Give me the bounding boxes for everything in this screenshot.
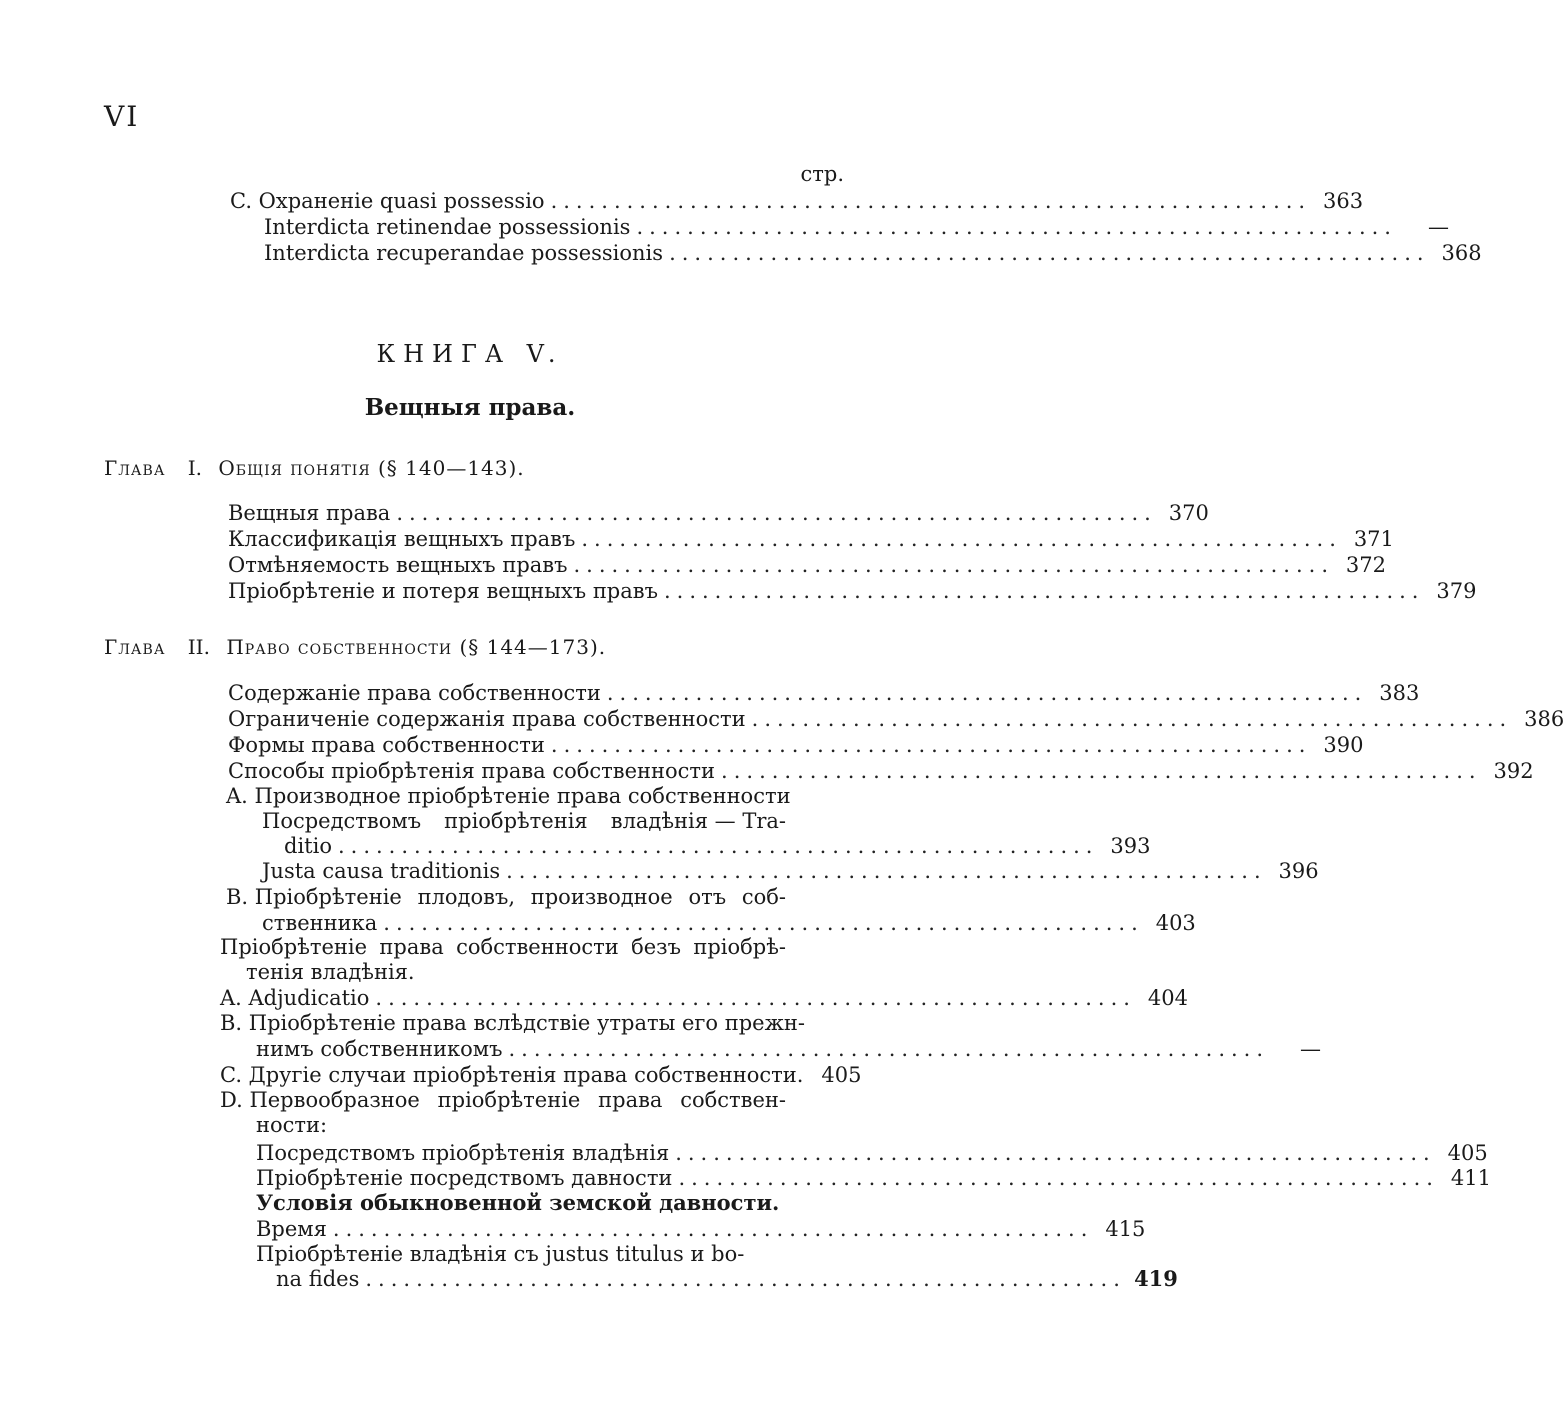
word: владѣнія — Tra-	[610, 809, 786, 833]
toc-entry	[276, 1266, 1178, 1292]
toc-entry	[256, 1165, 1491, 1191]
word: Пріобрѣтеніе	[220, 935, 368, 959]
toc-entry-page: 415	[1105, 1217, 1146, 1241]
toc-entry	[228, 680, 1420, 706]
toc-entry	[264, 240, 1482, 266]
toc-entry-text: Содержаніе права собственности	[228, 681, 601, 705]
toc-wrapped-line	[220, 1087, 786, 1113]
leader-dots: ............................................................	[550, 733, 1312, 757]
toc-entry-text: A. Adjudicatio	[220, 986, 370, 1010]
toc-entry	[284, 833, 1151, 859]
word: плодовъ,	[417, 885, 515, 909]
toc-entry-page: 419	[1134, 1266, 1178, 1291]
toc-entry-text: Отмѣняемость вещныхъ правъ	[228, 553, 568, 577]
leader-dots: ............................................................	[581, 527, 1342, 551]
toc-entry-text: Пріобрѣтеніе и потеря вещныхъ правъ	[228, 579, 658, 603]
word: соб-	[741, 885, 786, 909]
toc-entry-text: C. Другіе случаи пріобрѣтенія права собственности.	[220, 1063, 804, 1087]
leader-dots: ............................................................	[506, 859, 1267, 883]
toc-wrapped-line: Условія обыкновенной земской давности.	[256, 1190, 780, 1215]
word: пріобрѣтенія	[444, 809, 588, 833]
leader-dots: ............................................................	[721, 759, 1482, 783]
leader-dots: ............................................................	[678, 1166, 1439, 1190]
chapter-label: Глава	[104, 635, 166, 659]
word: отъ	[688, 885, 727, 909]
toc-entry	[220, 985, 1188, 1011]
toc-entry-text: Посредствомъ пріобрѣтенія владѣнія	[256, 1141, 670, 1165]
toc-entry	[264, 214, 1449, 240]
toc-entry-page: 392	[1493, 759, 1534, 783]
toc-entry	[228, 526, 1394, 552]
toc-entry	[262, 858, 1319, 884]
toc-entry	[230, 188, 1364, 214]
part-title: Вещныя права.	[364, 394, 576, 421]
page-number: VI	[104, 100, 140, 133]
toc-entry-text: Способы пріобрѣтенія права собственности	[228, 759, 716, 783]
toc-wrapped-line: тенія владѣнія.	[246, 960, 415, 984]
toc-entry-text: Interdicta recuperandae possessionis	[264, 241, 664, 265]
toc-entry-text: Формы права собственности	[228, 733, 545, 757]
toc-entry	[228, 578, 1477, 604]
toc-entry-page: 390	[1323, 733, 1364, 757]
leader-dots: ............................................................	[365, 1267, 1126, 1291]
toc-entry-text: Вещныя права	[228, 501, 391, 525]
toc-entry-text: na fides	[276, 1267, 360, 1291]
toc-entry-text: Пріобрѣтеніе посредствомъ давности	[256, 1166, 673, 1190]
toc-entry-text: нимъ собственникомъ	[256, 1037, 503, 1061]
leader-dots: ............................................................	[751, 707, 1513, 731]
toc-entry-text: C. Охраненіе quasi possessio	[230, 189, 545, 213]
word: B. Пріобрѣтеніе	[226, 885, 402, 909]
leader-dots: ............................................................	[550, 189, 1312, 213]
toc-entry-page: 371	[1353, 527, 1394, 551]
toc-entry-page: 386	[1524, 707, 1564, 731]
leader-dots: ............................................................	[675, 1141, 1436, 1165]
chapter-number: I.	[187, 456, 203, 480]
toc-wrapped-line: Пріобрѣтеніе владѣнія съ justus titulus и bo-	[256, 1242, 745, 1266]
word: безъ	[631, 935, 681, 959]
word: права	[379, 935, 444, 959]
toc-entry	[256, 1036, 1322, 1062]
toc-entry-text: Время	[256, 1217, 327, 1241]
leader-dots: ............................................................	[606, 681, 1368, 705]
leader-dots: ............................................................	[508, 1037, 1270, 1061]
toc-entry-page: 404	[1147, 986, 1188, 1010]
toc-entry-page: 383	[1379, 681, 1420, 705]
leader-dots: ............................................................	[332, 1217, 1094, 1241]
toc-entry-page: 405	[1447, 1141, 1488, 1165]
toc-entry	[262, 910, 1196, 936]
chapter-heading	[104, 634, 606, 660]
toc-entry	[228, 500, 1209, 526]
toc-subheading: A. Производное пріобрѣтеніе права собственности	[226, 784, 791, 808]
chapter-title: Общія понятія (§ 140—143).	[218, 456, 525, 480]
leader-dots: ............................................................	[636, 215, 1397, 239]
toc-entry	[228, 732, 1364, 758]
leader-dots: ............................................................	[375, 986, 1136, 1010]
leader-dots: ............................................................	[396, 501, 1157, 525]
toc-entry	[220, 1062, 862, 1088]
toc-wrapped-line: B. Пріобрѣтеніе права вслѣдствіе утраты его прежн-	[220, 1011, 805, 1035]
word: собственности	[456, 935, 619, 959]
toc-entry	[256, 1140, 1488, 1166]
toc-entry-page: —	[1300, 1037, 1322, 1061]
leader-dots: ............................................................	[337, 834, 1099, 858]
leader-dots: ............................................................	[663, 579, 1425, 603]
toc-entry-text: Interdicta retinendae possessionis	[264, 215, 631, 239]
toc-entry-text: ственника	[262, 911, 378, 935]
toc-entry-page: 405	[821, 1063, 862, 1087]
toc-entry-page: 363	[1323, 189, 1364, 213]
chapter-heading	[104, 455, 525, 481]
toc-entry-page: 411	[1450, 1166, 1491, 1190]
word: D. Первообразное	[220, 1088, 420, 1112]
leader-dots: ............................................................	[573, 553, 1335, 577]
word: пріобрѣтеніе	[437, 1088, 581, 1112]
toc-entry-page: 403	[1155, 911, 1196, 935]
word: права	[598, 1088, 663, 1112]
toc-entry-page: 379	[1436, 579, 1477, 603]
toc-entry-page: —	[1427, 215, 1449, 239]
leader-dots: ............................................................	[383, 911, 1144, 935]
toc-wrapped-line	[226, 884, 786, 910]
toc-entry-text: Ограниченіе содержанія права собственности	[228, 707, 746, 731]
book-title: КНИГА V.	[376, 340, 564, 368]
toc-entry-page: 368	[1441, 241, 1482, 265]
toc-wrapped-line: ности:	[256, 1113, 328, 1137]
leader-dots: ............................................................	[669, 241, 1430, 265]
toc-entry	[228, 706, 1564, 732]
toc-entry	[228, 552, 1387, 578]
word: Посредствомъ	[262, 809, 422, 833]
word: производное	[530, 885, 673, 909]
toc-entry-page: 393	[1110, 834, 1151, 858]
toc-entry-page: 372	[1345, 553, 1387, 577]
word: собствен-	[680, 1088, 786, 1112]
toc-entry-page: 396	[1278, 859, 1319, 883]
chapter-number: II.	[187, 635, 210, 659]
word: пріобрѣ-	[693, 935, 786, 959]
toc-wrapped-line	[220, 934, 786, 960]
toc-entry-page: 370	[1168, 501, 1209, 525]
toc-entry	[228, 758, 1534, 784]
chapter-title: Право собственности (§ 144—173).	[226, 635, 607, 659]
page-column-label: стр.	[800, 162, 844, 186]
toc-entry-text: Классификація вещныхъ правъ	[228, 527, 576, 551]
toc-entry	[256, 1216, 1146, 1242]
toc-entry-text: ditio	[284, 834, 332, 858]
chapter-label: Глава	[104, 456, 166, 480]
toc-wrapped-line	[262, 808, 786, 834]
toc-entry-text: Justa causa traditionis	[262, 859, 501, 883]
